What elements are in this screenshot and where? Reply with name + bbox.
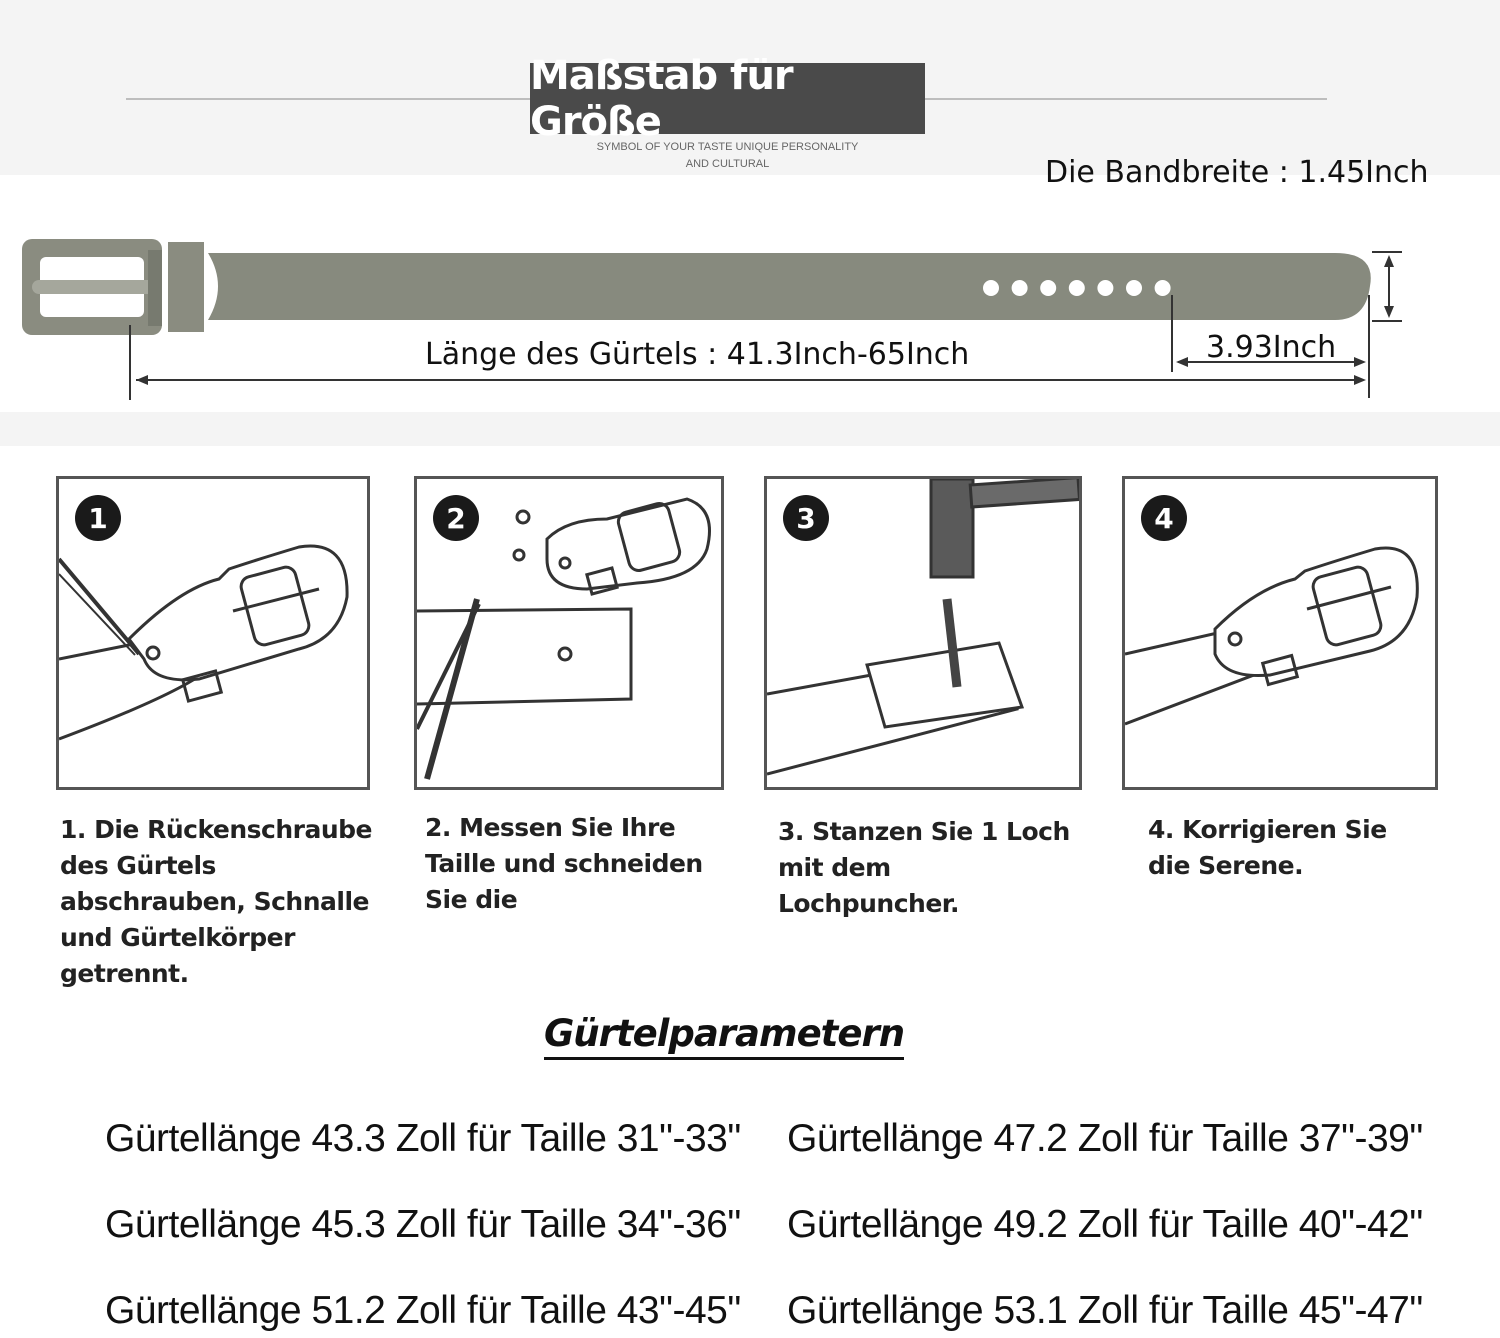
step-4-panel bbox=[1122, 476, 1438, 790]
parameters-title-text: Gürtelparametern bbox=[544, 1012, 904, 1060]
param-row-2: Gürtellänge 47.2 Zoll für Taille 37"-39" bbox=[787, 1117, 1423, 1160]
param-row-6: Gürtellänge 53.1 Zoll für Taille 45"-47" bbox=[787, 1289, 1423, 1332]
param-row-1: Gürtellänge 43.3 Zoll für Taille 31"-33" bbox=[105, 1117, 741, 1160]
tip-arrow-right-icon bbox=[1354, 357, 1366, 367]
belt-hole bbox=[1069, 280, 1085, 296]
param-row-3: Gürtellänge 45.3 Zoll für Taille 34"-36" bbox=[105, 1203, 741, 1246]
buckle-bar bbox=[148, 250, 162, 326]
page-title: Maßstab für Größe bbox=[530, 63, 925, 134]
step-4-badge: 4 bbox=[1141, 495, 1187, 541]
width-arrow-down-icon bbox=[1384, 306, 1394, 318]
step-1-text: 1. Die Rückenschraube des Gürtels abschrauben, Schnalle und Gürtelkörper getrennt. bbox=[60, 815, 372, 988]
tagline-line-2: AND CULTURAL bbox=[685, 158, 770, 170]
buckle-icon bbox=[22, 239, 204, 335]
step-3-badge: 3 bbox=[783, 495, 829, 541]
header-rule-right bbox=[925, 98, 1327, 100]
step-4-text: 4. Korrigieren Sie die Serene. bbox=[1148, 815, 1387, 880]
tip-length-label: 3.93Inch bbox=[1206, 330, 1337, 365]
band-width-label: Die Bandbreite : 1.45Inch bbox=[1045, 155, 1429, 190]
arrow-right-icon bbox=[1354, 375, 1366, 385]
tagline-line-1: SYMBOL OF YOUR TASTE UNIQUE PERSONALITY bbox=[596, 141, 859, 153]
step-2-panel bbox=[414, 476, 724, 790]
belt-hole bbox=[1040, 280, 1056, 296]
width-arrow-up-icon bbox=[1384, 255, 1394, 267]
tip-arrow-left-icon bbox=[1176, 357, 1188, 367]
belt-hole bbox=[1155, 280, 1171, 296]
belt-length-label: Länge des Gürtels : 41.3Inch-65Inch bbox=[425, 337, 970, 372]
belt-hole bbox=[1012, 280, 1028, 296]
divider-band bbox=[0, 412, 1500, 446]
belt-diagram bbox=[0, 200, 1500, 412]
belt-hole bbox=[1097, 280, 1113, 296]
step-3-panel bbox=[764, 476, 1082, 790]
belt-strap bbox=[208, 253, 1371, 320]
buckle-prong bbox=[32, 280, 160, 294]
step-1-panel bbox=[56, 476, 370, 790]
step-2-text: 2. Messen Sie Ihre Taille und schneiden Sie die bbox=[425, 813, 703, 914]
step-1-badge: 1 bbox=[75, 495, 121, 541]
step-3-text: 3. Stanzen Sie 1 Loch mit dem Lochpuncher. bbox=[778, 817, 1070, 918]
belt-hole bbox=[1126, 280, 1142, 296]
belt-loop bbox=[168, 242, 204, 332]
param-row-4: Gürtellänge 49.2 Zoll für Taille 40"-42" bbox=[787, 1203, 1423, 1246]
tagline bbox=[530, 139, 925, 173]
param-row-5: Gürtellänge 51.2 Zoll für Taille 43"-45" bbox=[105, 1289, 741, 1332]
parameters-title bbox=[0, 1012, 1448, 1055]
arrow-left-icon bbox=[136, 375, 148, 385]
belt-hole bbox=[983, 280, 999, 296]
step-2-badge: 2 bbox=[433, 495, 479, 541]
header-rule-left bbox=[126, 98, 530, 100]
